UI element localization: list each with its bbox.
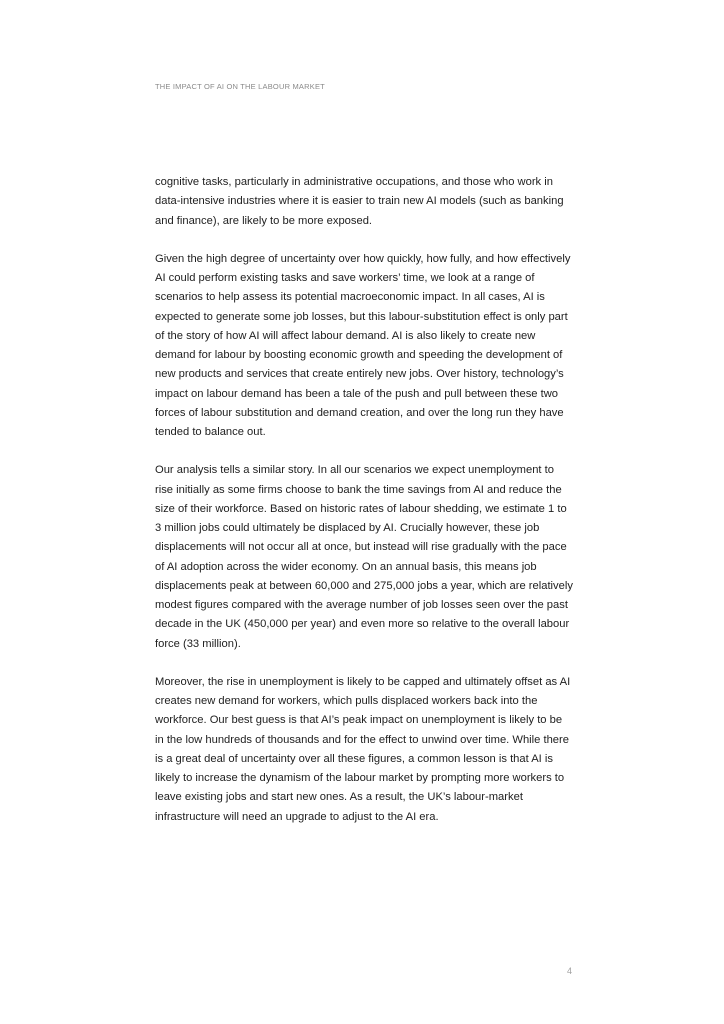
paragraph-3: Our analysis tells a similar story. In all our scenarios we expect unemployment to rise initially as some firms choose to bank the time savings from AI and reduce the size of their workforce. Based on historic rates of labour shedding, we estimate 1 to 3 million jobs could ultimately be displaced by AI. Crucially however, these job displacements will not occur all at once, but instead will rise gradually with the pace of AI adoption across the wider economy. On an annual basis, this means job displacements peak at between 60,000 and 275,000 jobs a year, which are relatively modest figures compared with the average number of job losses seen over the past decade in the UK (450,000 per year) and even more so relative to the overall labour force (33 million). (155, 464, 573, 650)
paragraph-4: Moreover, the rise in unemployment is likely to be capped and ultimately offset as AI creates new demand for workers, which pulls displaced workers back into the workforce. Our best guess is that AI’s peak impact on unemployment is likely to be in the low hundreds of thousands and for the effect to unwind over time. While there is a great deal of uncertainty over all these figures, a common lesson is that AI is likely to increase the dynamism of the labour market by prompting more workers to leave existing jobs and start new ones. As a result, the UK’s labour-market infrastructure will need an upgrade to adjust to the AI era. (155, 675, 571, 823)
paragraph-1: cognitive tasks, particularly in administrative occupations, and those who work in data-intensive industries where it is easier to train new AI models (such as banking and finance), are likely to be more exposed. (155, 176, 564, 227)
paragraph-2: Given the high degree of uncertainty over how quickly, how fully, and how effectively AI could perform existing tasks and save workers’ time, we look at a range of scenarios to help assess its potential macroeconomic impact. In all cases, AI is expected to generate some job losses, but this labour-substitution effect is only part of the story of how AI will affect labour demand. AI is also likely to create new demand for labour by boosting economic growth and speeding the development of new products and services that create entirely new jobs. Over history, technology’s impact on labour demand has been a tale of the push and pull between these two forces of labour substitution and demand creation, and over the long run they have tended to balance out. (155, 252, 571, 438)
body-text (155, 173, 573, 846)
running-header: THE IMPACT OF AI ON THE LABOUR MARKET (155, 82, 325, 91)
page-number: 4 (566, 966, 572, 976)
